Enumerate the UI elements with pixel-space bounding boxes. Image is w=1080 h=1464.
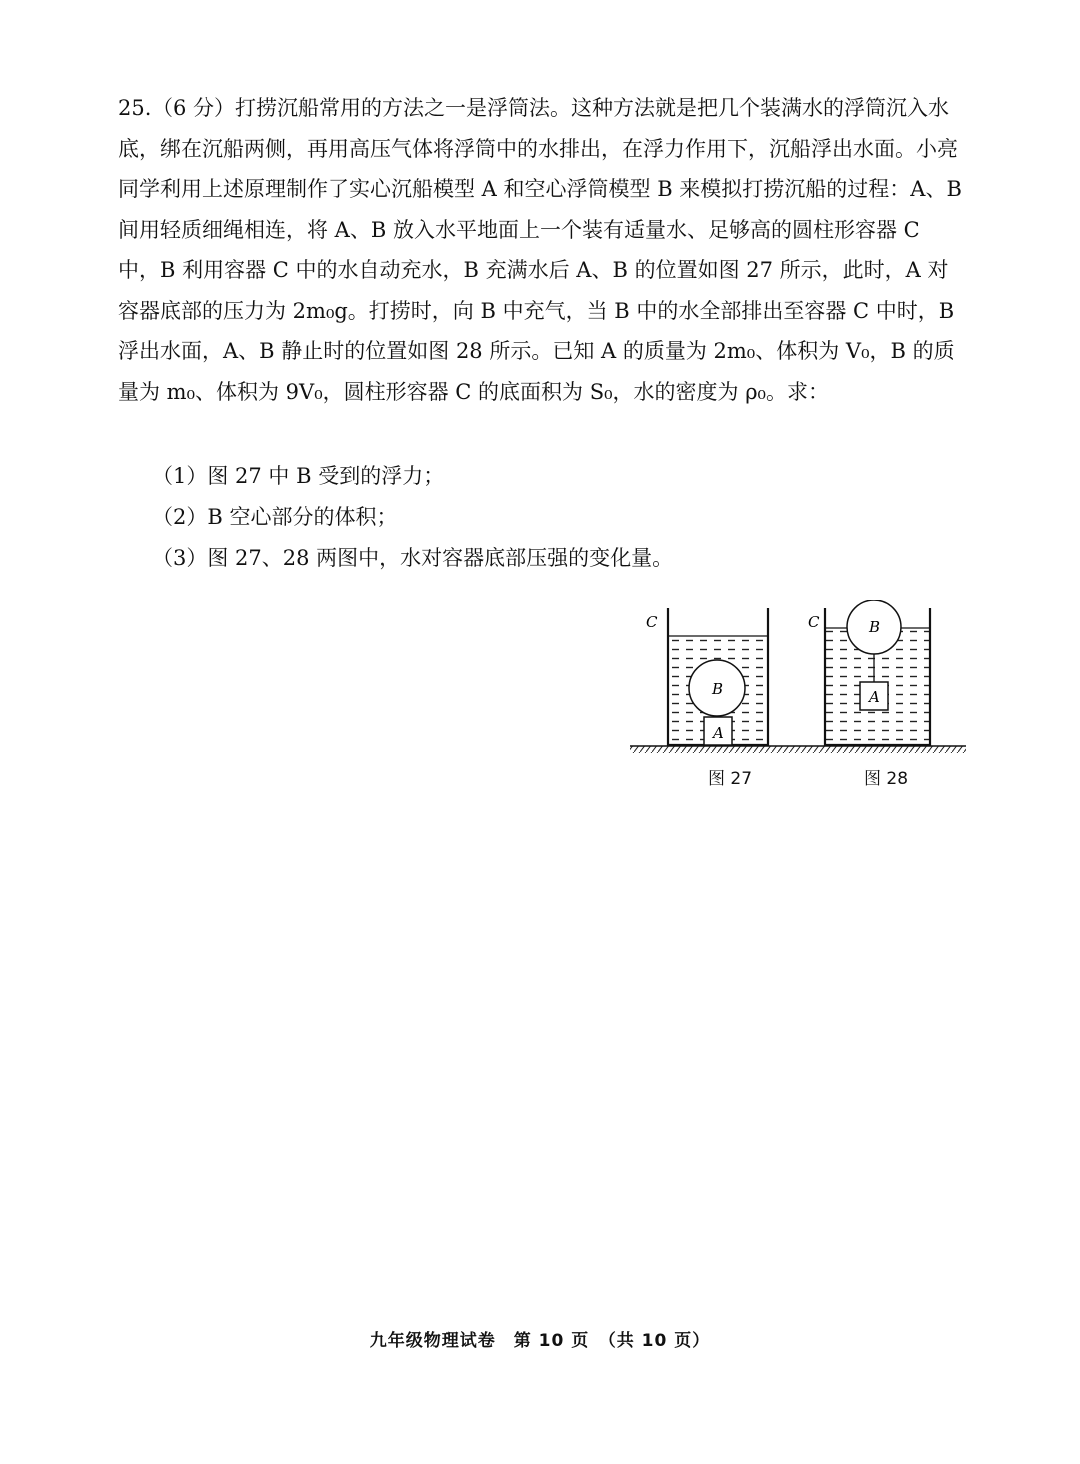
fig28-label-a: A bbox=[869, 688, 880, 706]
caption-fig27: 图 27 bbox=[708, 769, 753, 789]
fig28-container bbox=[808, 600, 930, 745]
figure-27-28 bbox=[628, 600, 968, 800]
fig27-label-a: A bbox=[713, 724, 724, 742]
fig27-label-b: B bbox=[712, 680, 724, 698]
ground-hatch bbox=[630, 746, 966, 753]
fig27-container bbox=[646, 608, 768, 745]
question-3: （3）图 27、28 两图中，水对容器底部压强的变化量。 bbox=[152, 546, 674, 570]
problem-stem: （6 分）打捞沉船常用的方法之一是浮筒法。这种方法就是把几个装满水的浮筒沉入水底，绑在沉船两侧，再用高压气体将浮筒中的水排出，在浮力作用下，沉船浮出水面。小亮同学利用上述原理制作了实心沉船模型 A 和空心浮筒模型 B 来模拟打捞沉船的过程：A、B 间用轻质细绳相连，将 A、B 放入水平地面上一个装有适量水、足够高的圆柱形容器 C 中，B 利用容器 C 中的水自动充水，B 充满水后 A、B 的位置如图 27 所示，此时，A 对容器底部的压力为 2m₀g。打捞时，向 B 中充气，当 B 中的水全部排出至容器 C 中时，B 浮出水面，A、B 静止时的位置如图 28 所示。已知 A 的质量为 2m₀、体积为 V₀，B 的质量为 m₀、体积为 9V₀，圆柱形容器 C 的底面积为 S₀，水的密度为 ρ₀。求： bbox=[118, 96, 962, 404]
caption-fig28: 图 28 bbox=[864, 769, 909, 789]
question-2: （2）B 空心部分的体积； bbox=[152, 505, 398, 529]
fig28-label-c: C bbox=[808, 613, 820, 631]
problem-number: 25. bbox=[118, 96, 152, 120]
fig27-label-c: C bbox=[646, 613, 658, 631]
problem-25 bbox=[118, 88, 968, 412]
fig28-label-b: B bbox=[869, 618, 881, 636]
page-footer: 九年级物理试卷 第 10 页 （共 10 页） bbox=[369, 1331, 711, 1351]
buoyancy-diagram bbox=[628, 600, 968, 770]
question-1: （1）图 27 中 B 受到的浮力； bbox=[152, 464, 445, 488]
